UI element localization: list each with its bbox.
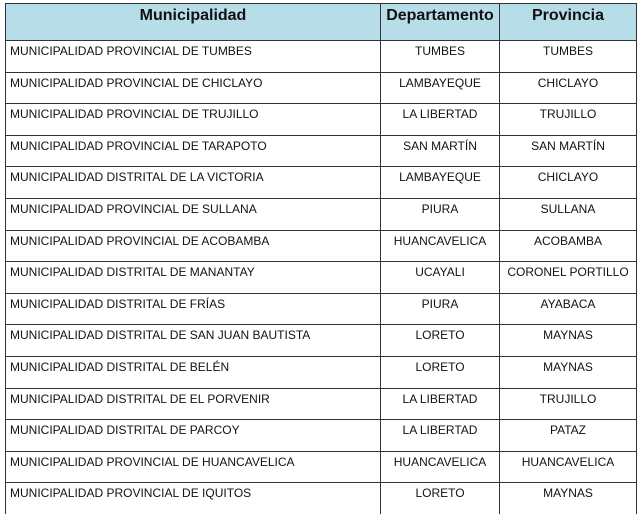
cell-municipalidad: MUNICIPALIDAD DISTRITAL DE SAN JUAN BAUTISTA (6, 325, 381, 357)
cell-provincia: SAN MARTÍN (500, 135, 637, 167)
cell-provincia: TRUJILLO (500, 388, 637, 420)
cell-departamento: TUMBES (381, 41, 500, 73)
table-row (6, 41, 637, 73)
table-row (6, 420, 637, 452)
table-row (6, 451, 637, 483)
cell-provincia: TUMBES (500, 41, 637, 73)
table-row (6, 293, 637, 325)
cell-provincia: CHICLAYO (500, 72, 637, 104)
cell-departamento: LORETO (381, 483, 500, 514)
header-provincia: Provincia (500, 4, 637, 41)
cell-provincia: SULLANA (500, 198, 637, 230)
cell-provincia: TRUJILLO (500, 104, 637, 136)
cell-provincia: HUANCAVELICA (500, 451, 637, 483)
cell-municipalidad: MUNICIPALIDAD DISTRITAL DE PARCOY (6, 420, 381, 452)
table-row (6, 388, 637, 420)
cell-municipalidad: MUNICIPALIDAD PROVINCIAL DE TRUJILLO (6, 104, 381, 136)
cell-provincia: AYABACA (500, 293, 637, 325)
cell-provincia: CORONEL PORTILLO (500, 262, 637, 294)
cell-provincia: PATAZ (500, 420, 637, 452)
cell-departamento: LORETO (381, 356, 500, 388)
cell-municipalidad: MUNICIPALIDAD PROVINCIAL DE TUMBES (6, 41, 381, 73)
cell-departamento: LA LIBERTAD (381, 420, 500, 452)
cell-municipalidad: MUNICIPALIDAD PROVINCIAL DE CHICLAYO (6, 72, 381, 104)
cell-municipalidad: MUNICIPALIDAD DISTRITAL DE FRÍAS (6, 293, 381, 325)
cell-municipalidad: MUNICIPALIDAD PROVINCIAL DE IQUITOS (6, 483, 381, 514)
cell-departamento: HUANCAVELICA (381, 230, 500, 262)
cell-municipalidad: MUNICIPALIDAD DISTRITAL DE MANANTAY (6, 262, 381, 294)
cell-provincia: ACOBAMBA (500, 230, 637, 262)
table-row (6, 167, 637, 199)
cell-municipalidad: MUNICIPALIDAD DISTRITAL DE BELÉN (6, 356, 381, 388)
cell-provincia: CHICLAYO (500, 167, 637, 199)
header-row (6, 4, 637, 41)
cell-departamento: LA LIBERTAD (381, 104, 500, 136)
municipalities-table (5, 3, 637, 514)
table-row (6, 262, 637, 294)
table-row (6, 72, 637, 104)
cell-municipalidad: MUNICIPALIDAD PROVINCIAL DE SULLANA (6, 198, 381, 230)
cell-departamento: LAMBAYEQUE (381, 167, 500, 199)
cell-provincia: MAYNAS (500, 483, 637, 514)
cell-departamento: LORETO (381, 325, 500, 357)
cell-departamento: PIURA (381, 293, 500, 325)
table-row (6, 135, 637, 167)
table-row (6, 356, 637, 388)
cell-municipalidad: MUNICIPALIDAD PROVINCIAL DE HUANCAVELICA (6, 451, 381, 483)
cell-departamento: SAN MARTÍN (381, 135, 500, 167)
cell-provincia: MAYNAS (500, 356, 637, 388)
cell-municipalidad: MUNICIPALIDAD DISTRITAL DE EL PORVENIR (6, 388, 381, 420)
header-municipalidad: Municipalidad (6, 4, 381, 41)
cell-departamento: HUANCAVELICA (381, 451, 500, 483)
cell-municipalidad: MUNICIPALIDAD DISTRITAL DE LA VICTORIA (6, 167, 381, 199)
cell-departamento: LA LIBERTAD (381, 388, 500, 420)
table-row (6, 483, 637, 514)
table-row (6, 325, 637, 357)
cell-provincia: MAYNAS (500, 325, 637, 357)
table-row (6, 230, 637, 262)
table-row (6, 198, 637, 230)
cell-departamento: PIURA (381, 198, 500, 230)
header-departamento: Departamento (381, 4, 500, 41)
cell-municipalidad: MUNICIPALIDAD PROVINCIAL DE TARAPOTO (6, 135, 381, 167)
table-row (6, 104, 637, 136)
cell-departamento: LAMBAYEQUE (381, 72, 500, 104)
cell-departamento: UCAYALI (381, 262, 500, 294)
cell-municipalidad: MUNICIPALIDAD PROVINCIAL DE ACOBAMBA (6, 230, 381, 262)
